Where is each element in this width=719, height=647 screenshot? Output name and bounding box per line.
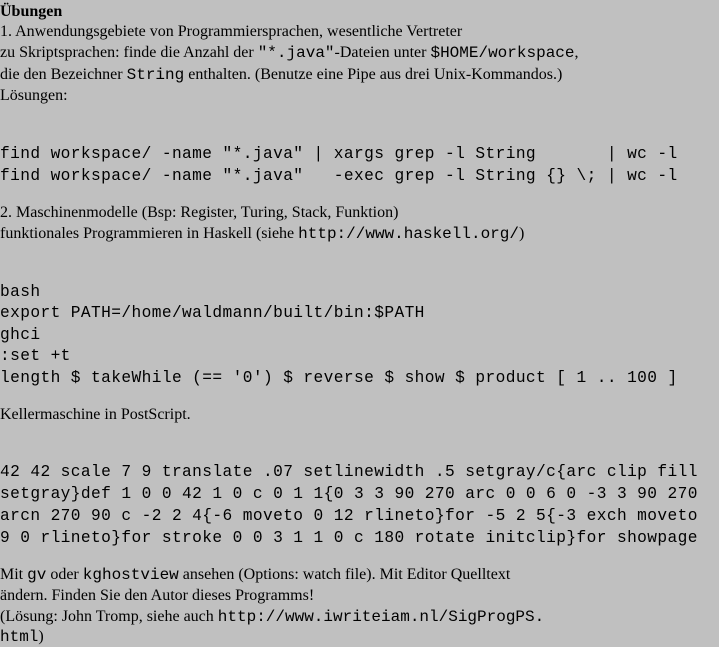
workspace-path: $HOME/workspace (430, 44, 575, 62)
code-line: find workspace/ -name "*.java" | xargs grep -l String | wc -l (0, 145, 678, 163)
code-line: 9 0 rlineto}for stroke 0 0 3 1 1 0 c 180 rotate initclip}for showpage (0, 529, 698, 547)
ex1-line2: zu Skriptsprachen: finde die Anzahl der "*.java"-Dateien unter $HOME/workspace, (0, 44, 579, 62)
code-line: ghci (0, 326, 41, 344)
code-line: :set +t (0, 347, 71, 365)
gv-command: gv (27, 566, 47, 584)
ex3-after-line1: Mit gv oder kghostview ansehen (Options: watch file). Mit Editor Quelltext (0, 566, 511, 584)
code-line: export PATH=/home/waldmann/built/bin:$PATH (0, 304, 425, 322)
kghostview-command: kghostview (82, 566, 179, 584)
code-line: 42 42 scale 7 9 translate .07 setlinewidth .5 setgray/c{arc clip fill (0, 463, 698, 481)
code-line: bash (0, 283, 41, 301)
ex2-line2: funktionales Programmieren in Haskell (siehe http://www.haskell.org/) (0, 225, 525, 243)
ex1-line3: die den Bezeichner String enthalten. (Benutze eine Pipe aus drei Unix-Kommandos.) (0, 66, 563, 84)
code-line: length $ takeWhile (== '0') $ reverse $ show $ product [ 1 .. 100 ] (0, 369, 678, 387)
ex3-line1: Kellermaschine in PostScript. (0, 406, 191, 423)
ex3-after-line4: html) (0, 628, 44, 646)
solutions-label: Lösungen: (0, 87, 68, 104)
ex2-line1: 2. Maschinenmodelle (Bsp: Register, Turing, Stack, Funktion) (0, 204, 399, 221)
ex3-after-line2: ändern. Finden Sie den Autor dieses Programms! (0, 587, 315, 604)
page-heading: Übungen (0, 3, 63, 20)
code-line: arcn 270 90 c -2 2 4{-6 moveto 0 12 rlineto}for -5 2 5{-3 exch moveto (0, 507, 698, 525)
haskell-url: http://www.haskell.org/ (298, 225, 519, 243)
ex1-line1: 1. Anwendungsgebiete von Programmiersprachen, wesentliche Vertreter (0, 23, 463, 40)
iwriteiam-url: http://www.iwriteiam.nl/SigProgPS. (217, 608, 545, 626)
code-line: find workspace/ -name "*.java" -exec grep -l String {} \; | wc -l (0, 167, 678, 185)
java-glob: "*.java" (257, 44, 335, 62)
ex3-after-line3: (Lösung: John Tromp, siehe auch http://www.iwriteiam.nl/SigProgPS. (0, 608, 545, 626)
string-identifier: String (126, 66, 185, 84)
iwriteiam-url-end: html (0, 628, 39, 646)
code-line: setgray}def 1 0 0 42 1 0 c 0 1 1{0 3 3 90 270 arc 0 0 6 0 -3 3 90 270 (0, 485, 698, 503)
